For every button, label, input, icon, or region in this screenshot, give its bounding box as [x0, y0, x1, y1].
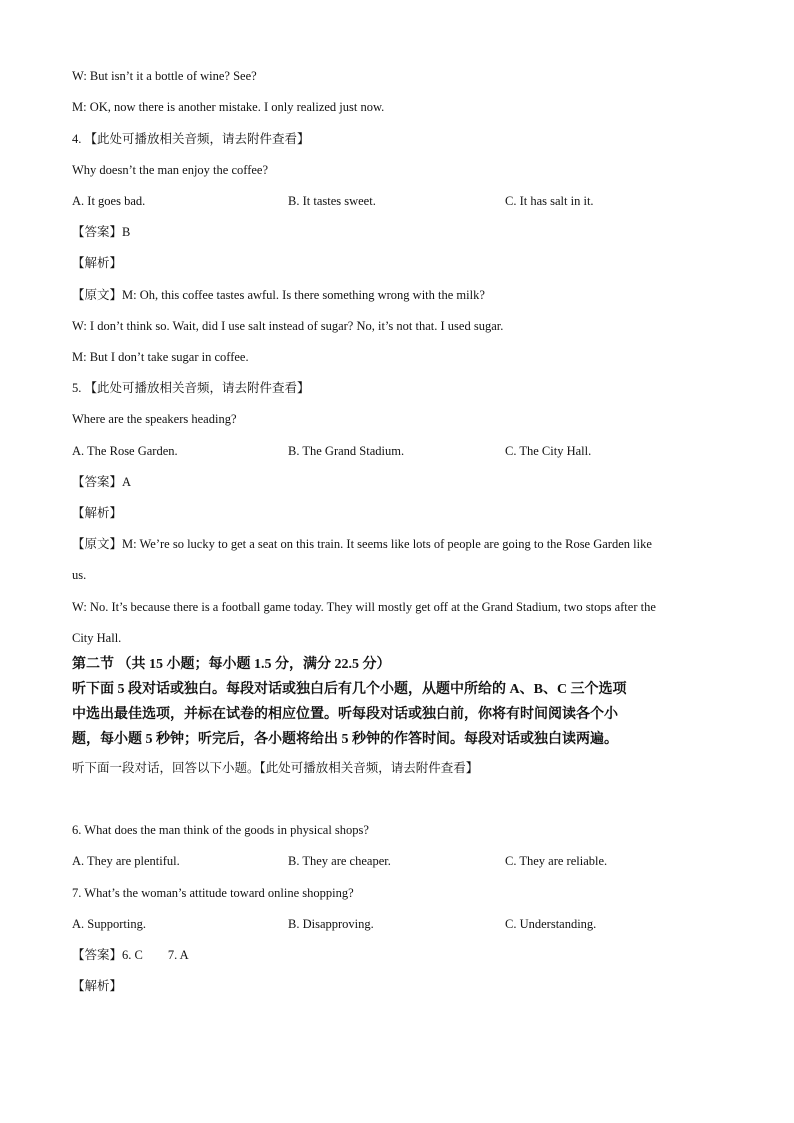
q4-answer: 【答案】B: [72, 225, 131, 239]
q5-answer: 【答案】A: [72, 475, 132, 489]
q5-option-a: A. The Rose Garden.: [72, 444, 178, 458]
question-5-header: 5. 【此处可播放相关音频，请去附件查看】: [72, 381, 310, 395]
q5-option-c: C. The City Hall.: [505, 444, 592, 458]
q5-transcript-line: us.: [72, 568, 87, 582]
q7-option-b: B. Disapproving.: [288, 917, 374, 931]
q4-analysis: 【解析】: [72, 256, 123, 270]
section-2-listen-prompt: 听下面一段对话，回答以下小题。【此处可播放相关音频，请去附件查看】: [72, 761, 479, 775]
q4-transcript-line: W: I don’t think so. Wait, did I use salt instead of sugar? No, it’s not that. I used sugar.: [72, 319, 504, 333]
q6-option-c: C. They are reliable.: [505, 854, 608, 868]
dialogue-line: M: OK, now there is another mistake. I only realized just now.: [72, 100, 385, 114]
q5-option-b: B. The Grand Stadium.: [288, 444, 405, 458]
question-6-text: 6. What does the man think of the goods in physical shops?: [72, 823, 369, 837]
q6-option-b: B. They are cheaper.: [288, 854, 391, 868]
question-4-header: 4. 【此处可播放相关音频，请去附件查看】: [72, 132, 310, 146]
q7-option-c: C. Understanding.: [505, 917, 597, 931]
q7-option-a: A. Supporting.: [72, 917, 146, 931]
q4-option-c: C. It has salt in it.: [505, 194, 594, 208]
q5-transcript-line: City Hall.: [72, 631, 122, 645]
section-2-instructions: 中选出最佳选项，并标在试卷的相应位置。听每段对话或独白前，你将有时间阅读各个小: [72, 707, 618, 722]
q4-transcript-line: 【原文】M: Oh, this coffee tastes awful. Is there something wrong with the milk?: [72, 288, 485, 302]
question-4-text: Why doesn’t the man enjoy the coffee?: [72, 163, 268, 177]
q4-option-b: B. It tastes sweet.: [288, 194, 376, 208]
q6-7-answer: 【答案】6. C 7. A: [72, 948, 189, 962]
q5-transcript-line: 【原文】M: We’re so lucky to get a seat on this train. It seems like lots of people are going to the Rose Garden like: [72, 537, 652, 551]
q5-transcript-line: W: No. It’s because there is a football game today. They will mostly get off at the Grand Stadium, two stops after the: [72, 600, 656, 614]
q6-option-a: A. They are plentiful.: [72, 854, 180, 868]
q6-7-analysis: 【解析】: [72, 979, 123, 993]
section-2-title: 第二节 （共 15 小题；每小题 1.5 分，满分 22.5 分）: [72, 657, 391, 672]
section-2-instructions: 听下面 5 段对话或独白。每段对话或独白后有几个小题，从题中所给的 A、B、C 三个选项: [72, 682, 627, 697]
question-7-text: 7. What’s the woman’s attitude toward online shopping?: [72, 886, 354, 900]
q4-transcript-line: M: But I don’t take sugar in coffee.: [72, 350, 249, 364]
q4-option-a: A. It goes bad.: [72, 194, 146, 208]
section-2-instructions: 题，每小题 5 秒钟；听完后，各小题将给出 5 秒钟的作答时间。每段对话或独白读两遍。: [72, 732, 618, 747]
q5-analysis: 【解析】: [72, 506, 123, 520]
dialogue-line: W: But isn’t it a bottle of wine? See?: [72, 69, 257, 83]
question-5-text: Where are the speakers heading?: [72, 412, 237, 426]
